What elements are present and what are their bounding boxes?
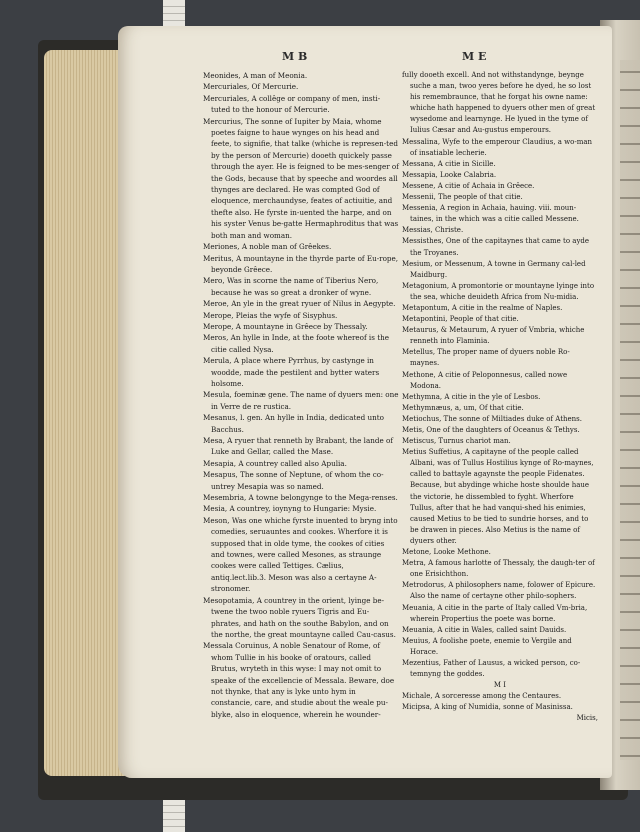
dictionary-entry: Messala Coruinus, A noble Senatour of Rome, of whom Tullie in his booke of oratours, called Brutus, wryteth in this wyse: I may not omit to speake of the excellencie of Messala. Beware, doe not thynke, that any is lyke unto hym in constancie, care, and studie about the weale pu-blyke, also in eloquence, wherein he wounder- — [203, 641, 395, 719]
dictionary-entry: Meonides, A man of Meonia. — [203, 71, 308, 80]
dictionary-entry: Metiochus, The sonne of Miltiades duke of Athens. — [402, 414, 582, 423]
dictionary-entry: Mercuriales, A collêge or company of men, insti-tuted to the honour of Mercurie. — [203, 93, 381, 115]
dictionary-entry: Mezentius, Father of Lausus, a wicked person, co-temnyng the goddes. — [402, 658, 581, 679]
dictionary-entry: Mesanus, l. gen. An hylle in India, dedicated unto Bacchus. — [203, 413, 384, 434]
dictionary-entry: Messenia, A region in Achaia, hauing. viii. moun-taines, in the which was a citie called Messene. — [402, 204, 579, 224]
dictionary-entry: Mesapus, The sonne of Neptune, of whom the co-untrey Mesapia was so named. — [203, 470, 384, 491]
facing-page-text — [620, 60, 640, 760]
dictionary-entry: Metiscus, Turnus chariot man. — [402, 437, 511, 446]
running-head-right: M E — [462, 50, 487, 63]
dictionary-entry: Metapontum, A citie in the realme of Naples. — [402, 303, 563, 312]
dictionary-entry: Metius Suffetius, A capitayne of the people called Albani, was of Tullus Hostilius kynge of Ro-maynes, called to battayle agaynste the people Fidenates. Because, but abydinge whiche hoste shoulde haue the victorie, he dissembled to fyght. Wherfore Tullus, after that he had vanqui-shed his enimies, caused Metius to be tied to sundrie horses, and to be drawen in pieces. Also Metius is the name of dyuers other. — [402, 448, 594, 545]
dictionary-entry: Meroe, An yle in the great ryuer of Nilus in Aegypte. — [203, 299, 396, 309]
dictionary-entry: Mercuriales, Of Mercurie. — [203, 82, 299, 92]
dictionary-entry: Merula, A place where Pyrrhus, by castynge in woodde, made the pestilent and bytter waters holsome. — [203, 356, 380, 388]
dictionary-entry: Methymna, A citie in the yle of Lesbos. — [402, 392, 541, 401]
dictionary-entry: Messenii, The people of that citie. — [402, 193, 523, 202]
dictionary-entry: Mesula, foeminæ gene. The name of dyuers men: one in Verre de re rustica. — [203, 390, 399, 411]
dictionary-entry: Mesapia, A countrey called also Apulia. — [203, 458, 347, 468]
dictionary-entry: Metagonium, A promontorie or mountayne lyinge into the sea, whiche deuideth Africa from Nu-midia. — [402, 281, 595, 301]
dictionary-entry: Meson, Was one whiche fyrste inuented to bryng into comedies, seruauntes and cookes. Wherfore it is supposed that in olde tyme, the cookes of cities and townes, were called Mesones, as straunge cookes were called Tettiges. Cælius, antiq.lect.lib.3. Meson was also a certayne A-stronomer. — [203, 515, 398, 594]
left-column — [203, 70, 399, 720]
dictionary-entry: Messias, Christe. — [402, 226, 464, 235]
dictionary-entry: Meuania, A citie in Wales, called saint Dauids. — [402, 625, 567, 634]
dictionary-entry: Messapia, Looke Calabria. — [402, 170, 497, 179]
right-column — [402, 70, 598, 725]
dictionary-entry: Mesopotamia, A countrey in the orient, lyinge be-twene the twoo noble ryuers Tigris and Eu-phrates, and hath on the southe Babylon, and on the northe, the great mountayne called Cau-casus. — [203, 595, 396, 639]
running-head-left: M B — [282, 50, 308, 63]
dictionary-entry: Mero, Was in scorne the name of Tiberius Nero, because he was so great a dronker of wyne. — [203, 276, 379, 297]
dictionary-entry: Mesium, or Messenum, A towne in Germany cal-led Maidburg. — [402, 259, 586, 279]
dictionary-entry: Metone, Looke Methone. — [402, 548, 491, 557]
dictionary-entry: Micipsa, A king of Numidia, sonne of Masinissa. — [402, 703, 573, 712]
dictionary-entry: Meriones, A noble man of Grêekes. — [203, 242, 332, 252]
dictionary-entry: Merope, Pleias the wyfe of Sisyphus. — [203, 310, 338, 320]
dictionary-entry: Meuania, A citie in the parte of Italy called Vm-bria, wherein Propertius the poete was borne. — [402, 603, 588, 623]
dictionary-entry: Mesia, A countrey, ioynyng to Hungarie: Mysie. — [203, 504, 377, 514]
dictionary-entry: Metra, A famous harlotte of Thessaly, the daugh-ter of one Erisichthon. — [402, 559, 595, 579]
dictionary-entry: fully dooeth excell. And not withstandynge, beynge suche a man, twoo yeres before he dyed, he so lost his remembraunce, that he forgat his owne name: whiche hath happened to dyuers other men of great wysedome and learnynge. He lyued in the tyme of Iulius Cæsar and Au-gustus emperours. — [402, 71, 596, 135]
dictionary-entry: Methone, A citie of Peloponnesus, called nowe Modona. — [402, 370, 568, 390]
dictionary-entry: Metis, One of the daughters of Oceanus & Tethys. — [402, 426, 580, 434]
dictionary-entry: Metrodorus, A philosophers name, folower of Epicure. Also the name of certayne other philo-sophers. — [402, 581, 596, 601]
dictionary-entry: Metellus, The proper name of dyuers noble Ro-maynes. — [402, 348, 570, 368]
dictionary-entry: Merope, A mountayne in Grêece by Thessaly. — [203, 321, 368, 331]
signature-mark: M I — [493, 681, 507, 690]
dictionary-entry: Meros, An hylle in Inde, at the foote whereof is the citie called Nysa. — [203, 333, 389, 354]
dictionary-entry: Mercurius, The sonne of Iupiter by Maia, whome poetes faigne to haue wynges on his head and feete, to signifie, that talke (whiche is represen-ted by the person of Mercurie) dooeth quickely passe through the ayer. He is feigned to be mes-senger of the Gods, because that by speeche and woordes all thynges are declared. He was compted God of eloquence, merchaundyse, feates of actiuitie, and thefte also. He fyrste in-uented the harpe, and on his syster Venus be-gatte Hermaphroditus that was both man and woman. — [203, 116, 399, 240]
dictionary-entry: Methymnæus, a, um, Of that citie. — [402, 403, 524, 412]
dictionary-entry: Michale, A sorceresse among the Centaures. — [402, 692, 562, 701]
dictionary-entry: Meuius, A foolishe poete, enemie to Vergile and Horace. — [402, 636, 572, 656]
dictionary-entry: Metapontini, People of that citie. — [402, 315, 519, 324]
dictionary-entry: Mesa, A ryuer that renneth by Brabant, the lande of Luke and Gellar, called the Mase. — [203, 436, 394, 457]
dictionary-entry: Messana, A citie in Sicille. — [402, 159, 496, 168]
dictionary-entry: Messisthes, One of the capitaynes that came to ayde the Troyanes. — [402, 237, 590, 257]
dictionary-entry: Messalina, Wyfe to the emperour Claudius, a wo-man of insatiable lecherie. — [402, 137, 593, 157]
catchword: Micis, — [576, 714, 598, 723]
dictionary-entry: Mesembria, A towne belongynge to the Mega-renses. — [203, 493, 398, 503]
dictionary-entry: Meritus, A mountayne in the thyrde parte of Eu-rope, beyonde Grêece. — [203, 253, 399, 274]
dictionary-entry: Metaurus, & Metaurum, A ryuer of Vmbria, whiche renneth into Flaminia. — [402, 326, 585, 346]
dictionary-entry: Messene, A citie of Achaia in Grêece. — [402, 181, 535, 190]
